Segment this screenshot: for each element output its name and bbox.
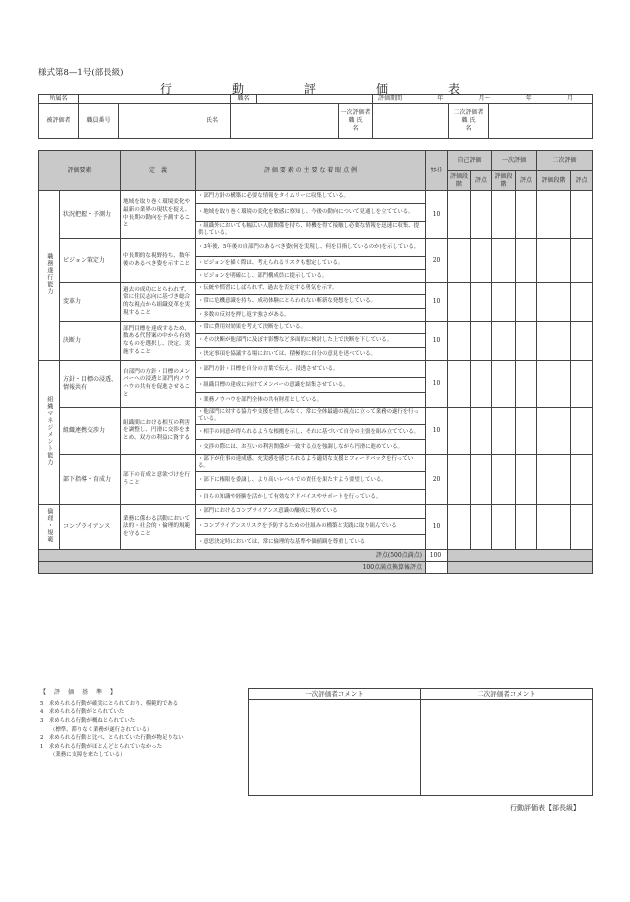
first-score-cell[interactable] (516, 361, 537, 408)
weight-cell: 20 (426, 239, 448, 283)
element-definition: 過去の成功にとらわれず、常に住民志向に基づき総合的な視点から組織変革を実現すること (121, 283, 196, 322)
total-score-label: 評点(500点満点) (39, 550, 426, 562)
element-definition: 自部門の方針・目標のメンバーへの浸透と部門内ノウハウの共有を促進させること (121, 361, 196, 408)
element-definition: 部門目標を達成するため、数ある代替案の中から有効なものを選択し、決定、実施すること (121, 322, 196, 361)
first-stage-cell[interactable] (492, 361, 516, 408)
table-row (39, 239, 593, 257)
table-row (39, 191, 593, 204)
element-definition: 地域を取り巻く環境変化や最新の業界の現状を捉え、中長期の動向を予測すること (121, 191, 196, 239)
self-score-cell[interactable] (471, 455, 492, 505)
criteria-line: （業務に支障を来たしている） (50, 752, 126, 759)
focus-point: ・コンプライアンスリスクを予防するための仕組みの構築と実践に取り組んでいる (196, 519, 426, 535)
table-row (39, 322, 593, 334)
focus-point: ・組織目標の達成に向けてメンバーの意識を結集させている。 (196, 378, 426, 393)
evaluation-table (38, 150, 593, 574)
self-score-cell[interactable] (471, 505, 492, 550)
second-stage-cell[interactable] (537, 283, 571, 322)
col-stage: 評価段階 (537, 171, 571, 191)
first-score-cell[interactable] (516, 283, 537, 322)
weight-cell: 10 (426, 408, 448, 455)
first-stage-cell[interactable] (492, 322, 516, 361)
col-score: 評点 (471, 171, 492, 191)
form-number: 様式第8—1号(部長級) (38, 68, 124, 78)
focus-point: ・常に費用対効果を考えて決断をしている。 (196, 322, 426, 334)
focus-point: ・部門方針の構築に必要な情報をタイムリーに収集している。 (196, 191, 426, 204)
col-first: 一次評価 (492, 151, 537, 171)
table-row (39, 455, 593, 472)
focus-point: ・常に危機意識を持ち、成功体験にとらわれない斬新な発想をしている。 (196, 295, 426, 309)
element-definition: 組織間における相互の利害を調整し、円滑に交渉をまとめ、双方の利益に資する (121, 408, 196, 455)
year-label: 年 (525, 95, 532, 103)
first-comment-label: 一次評価者コメント (249, 689, 421, 700)
focus-point: ・部下が仕事の達成感、充実感を感じられるよう適切な支援とフィードバックを行っている。 (196, 455, 426, 472)
self-score-cell[interactable] (471, 283, 492, 322)
second-stage-cell[interactable] (537, 361, 571, 408)
table-row (39, 505, 593, 519)
self-stage-cell[interactable] (448, 239, 471, 283)
first-stage-cell[interactable] (492, 455, 516, 505)
focus-point: ・3年後、5年後の自部門のあるべき姿(何を実現し、何を目指しているのか)を示している。 (196, 239, 426, 257)
ratee-label: 被評価者 (39, 104, 79, 139)
weight-cell: 10 (426, 322, 448, 361)
second-score-cell[interactable] (571, 455, 593, 505)
weight-cell: 10 (426, 505, 448, 550)
title-char: 表 (447, 82, 460, 96)
total-score-cells (448, 550, 593, 562)
second-stage-cell[interactable] (537, 505, 571, 550)
self-score-cell[interactable] (471, 191, 492, 239)
second-stage-cell[interactable] (537, 322, 571, 361)
dept-field[interactable] (79, 95, 231, 104)
self-stage-cell[interactable] (448, 361, 471, 408)
focus-point: ・部門方針・目標を自分の言葉で伝え、浸透させている。 (196, 361, 426, 378)
second-score-cell[interactable] (571, 408, 593, 455)
post-field[interactable] (257, 95, 373, 104)
col-second: 二次評価 (537, 151, 593, 171)
criteria-line: 5 求められる行動が確実にとられており、模範的である (40, 700, 179, 707)
evaluation-criteria (40, 688, 240, 760)
header-table (38, 94, 593, 139)
second-score-cell[interactable] (571, 283, 593, 322)
self-score-cell[interactable] (471, 361, 492, 408)
criteria-title: 【 評 価 基 準 】 (40, 689, 118, 696)
element-name: ビジョン策定力 (60, 239, 121, 283)
title-char: 評 (303, 82, 316, 96)
category-label: 組織マネジメント能力 (45, 396, 53, 467)
title-char: 動 (231, 82, 244, 96)
focus-point: ・部門におけるコンプライアンス意識の醸成に努めている (196, 505, 426, 519)
element-name: 部下指導・育成力 (60, 455, 121, 505)
focus-point: ・自らの知識や経験を活かして有効なアドバイスやサポートを行っている。 (196, 490, 426, 505)
first-stage-cell[interactable] (492, 239, 516, 283)
first-rater-label: 一次評価者 職 氏 名 (339, 104, 373, 139)
focus-point: ・決定事項を協議する場においては、積極的に自分の意見を述べている。 (196, 348, 426, 361)
focus-point: ・多数の反対を押し返す強さがある。 (196, 309, 426, 322)
title-char: 価 (375, 82, 388, 96)
focus-point: ・組織外においても幅広い人脈関係を持ち、時機を得て接触し必要な情報を迅速に収集、提供している。 (196, 222, 426, 239)
category-cell (39, 361, 60, 505)
first-score-cell[interactable] (516, 191, 537, 239)
first-score-cell[interactable] (516, 322, 537, 361)
weight-cell: 10 (426, 283, 448, 322)
second-stage-cell[interactable] (537, 455, 571, 505)
self-stage-cell[interactable] (448, 191, 471, 239)
criteria-line: 2 求められる行動と比べ、とられていた行動が物足りない (40, 735, 184, 742)
weight-cell: 10 (426, 361, 448, 408)
first-stage-cell[interactable] (492, 408, 516, 455)
self-stage-cell[interactable] (448, 505, 471, 550)
table-row (39, 361, 593, 378)
table-row (39, 283, 593, 295)
category-label: 職務遂行能力 (45, 253, 53, 296)
first-stage-cell[interactable] (492, 191, 516, 239)
element-name: コンプライアンス (60, 505, 121, 550)
weight-cell: 20 (426, 455, 448, 505)
col-self: 自己評価 (448, 151, 492, 171)
first-comment-field[interactable] (249, 700, 421, 796)
first-score-cell[interactable] (516, 408, 537, 455)
element-definition: 中長期的な視野持ち、数年後のあるべき姿を示すこと (121, 239, 196, 283)
first-rater-field[interactable] (373, 104, 449, 139)
element-name: 方針・目標の浸透、情報共有 (60, 361, 121, 408)
second-rater-label: 二次評価者 職 氏 名 (449, 104, 489, 139)
table-row (39, 408, 593, 425)
category-cell (39, 191, 60, 361)
second-rater-field[interactable] (489, 104, 593, 139)
name-field[interactable] (231, 104, 339, 139)
footer-label: 行動評価表【部長級】 (510, 804, 580, 812)
focus-point: ・部下に権限を委譲し、より高いレベルでの責任を果たすよう要望している。 (196, 472, 426, 490)
self-score-cell[interactable] (471, 239, 492, 283)
focus-point: ・業務ノウハウを部門全体の共有財産としている。 (196, 393, 426, 408)
self-score-cell[interactable] (471, 322, 492, 361)
element-name: 組織連携交渉力 (60, 408, 121, 455)
second-stage-cell[interactable] (537, 239, 571, 283)
focus-point: ・他部門に対する協力や支援を惜しみなく、常に全体最適の視点に立って業務の遂行を行っている。 (196, 408, 426, 425)
focus-point: ・地域を取り巻く環境の変化を敏感に察知し、今後の動向について見通しを立てている。 (196, 204, 426, 222)
period-label: 評価期間 (378, 95, 403, 103)
second-score-cell[interactable] (571, 191, 593, 239)
col-stage: 評価段階 (492, 171, 516, 191)
col-score: 評点 (516, 171, 537, 191)
second-score-cell[interactable] (571, 505, 593, 550)
col-stage: 評価段階 (448, 171, 471, 191)
first-score-cell[interactable] (516, 455, 537, 505)
staff-no-label: 職員番号 (79, 104, 119, 139)
self-stage-cell[interactable] (448, 455, 471, 505)
weight-cell: 10 (426, 191, 448, 239)
element-definition: 業務に係わる活動において法的・社会的・倫理的規範を守ること (121, 505, 196, 550)
col-weight: ｳｴｲﾄ (426, 151, 448, 191)
converted-score-label: 100点満点換算後評点 (39, 562, 426, 574)
second-score-cell[interactable] (571, 361, 593, 408)
criteria-line: 3 求められる行動が概ねとられていた (40, 717, 136, 724)
year-label: 年 (437, 95, 444, 103)
comments-table (248, 688, 593, 796)
second-stage-cell[interactable] (537, 191, 571, 239)
criteria-line: 4 求められる行動がとられていた (40, 709, 125, 716)
period-field[interactable] (373, 95, 593, 104)
converted-score-cells (448, 562, 593, 574)
col-score: 評点 (571, 171, 593, 191)
self-stage-cell[interactable] (448, 283, 471, 322)
focus-point: ・相手の同意が得られるような根拠を示し、それに基づいて自分の主張を組み立てている。 (196, 425, 426, 440)
element-name: 変革力 (60, 283, 121, 322)
focus-point: ・ビジョンを明確にし、部門構成員に提示している。 (196, 270, 426, 283)
post-label: 職名 (231, 95, 257, 104)
category-cell (39, 505, 60, 550)
month-to-label: 月 (566, 95, 573, 103)
self-stage-cell[interactable] (448, 408, 471, 455)
col-element: 評価要素 (39, 151, 121, 191)
converted-score-cell[interactable] (426, 562, 448, 574)
focus-point: ・意思決定時においては、常に倫理的な基準や価値観を尊重している (196, 535, 426, 550)
first-stage-cell[interactable] (492, 505, 516, 550)
title-char: 行 (160, 82, 173, 96)
col-points: 評 価 要 素 の 主 要 な 着 眼 点 例 (196, 151, 426, 191)
focus-point: ・伝統や慣習にしばられず、過去を否定する勇気を示す。 (196, 283, 426, 295)
name-label: 氏名 (119, 104, 231, 139)
second-stage-cell[interactable] (537, 408, 571, 455)
criteria-line: （標準、滞りなく業務が遂行されている） (50, 726, 153, 733)
col-definition: 定 義 (121, 151, 196, 191)
self-score-cell[interactable] (471, 408, 492, 455)
second-score-cell[interactable] (571, 322, 593, 361)
second-comment-field[interactable] (421, 700, 593, 796)
dept-label: 所属名 (39, 95, 79, 104)
month-from-label: 月〜 (478, 95, 491, 103)
focus-point: ・交渉の際には、お互いの利害関係が一致する点を強調しながら円滑に進めている。 (196, 440, 426, 455)
total-score-max: 100 (426, 550, 448, 562)
second-score-cell[interactable] (571, 239, 593, 283)
criteria-line: 1 求められる行動がほとんどとられていなかった (40, 743, 163, 750)
first-stage-cell[interactable] (492, 283, 516, 322)
element-definition: 部下の育成と意欲づけを行うこと (121, 455, 196, 505)
element-name: 決断力 (60, 322, 121, 361)
first-score-cell[interactable] (516, 239, 537, 283)
second-comment-label: 二次評価者コメント (421, 689, 593, 700)
self-stage-cell[interactable] (448, 322, 471, 361)
focus-point: ・その決断が他部門に及ぼす影響など多面的に検討した上で決断を下している。 (196, 334, 426, 348)
category-label: 倫理・規範 (45, 508, 53, 544)
element-name: 状況把握・予測力 (60, 191, 121, 239)
first-score-cell[interactable] (516, 505, 537, 550)
focus-point: ・ビジョンを描く際は、考えられるリスクも想定している。 (196, 257, 426, 270)
